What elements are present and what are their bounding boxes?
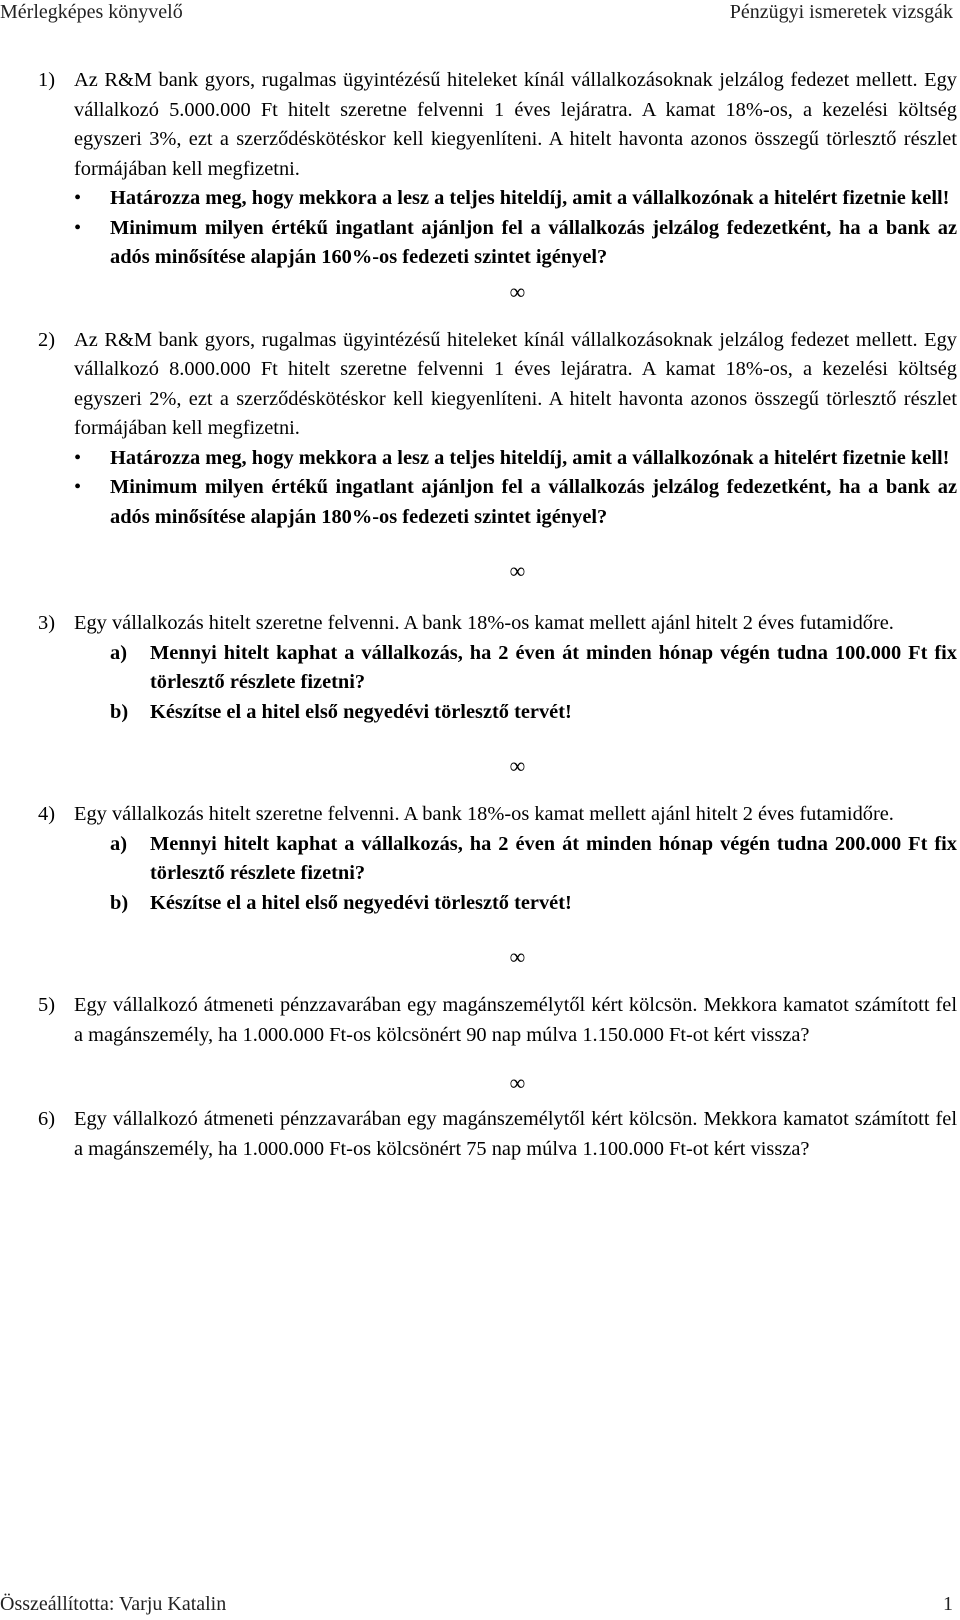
separator-icon: ∞ [509,753,526,778]
question-text: Egy vállalkozó átmeneti pénzzavarában egy magánszemélytől kért kölcsön. Mekkora kamatot számított fel a magánszemély, ha 1.000.000 Ft-os kölcsönért 75 nap múlva 1.100.000 Ft-ot kért vissza? [74,1108,957,1160]
question-2 [38,326,957,533]
question-text: Egy vállalkozás hitelt szeretne felvenni. A bank 18%-os kamat mellett ajánl hitelt 2 éves futamidőre. [74,612,894,634]
footer-author: Összeállította: Varju Katalin [0,1593,227,1615]
question-number: 1) [38,69,55,91]
bullet-text: Minimum milyen értékű ingatlant ajánljon fel a vállalkozás jelzálog fedezetként, ha a bank az adós minősítése alapján 160%-os fedezeti szintet igényel? [110,216,957,268]
sub-question-text: Mennyi hitelt kaphat a vállalkozás, ha 2 éven át minden hónap végén tudna 100.000 Ft fix törlesztő részlete fizetni? [150,641,957,693]
separator-icon: ∞ [509,944,526,969]
question-text: Az R&M bank gyors, rugalmas ügyintézésű hiteleket kínál vállalkozásoknak jelzálog fedezet mellett. Egy vállalkozó 5.000.000 Ft hitelt szeretne felvenni 1 éves lejáratra. A kamat 18%-os, a kezelési költség egyszeri 3%, ezt a szerződéskötéskor kell kiegyenlíteni. A hitelt havonta azonos összegű törlesztő részlet formájában kell megfizetni. [74,69,957,180]
question-number: 5) [38,994,55,1016]
separator-icon: ∞ [509,558,526,583]
question-text: Egy vállalkozás hitelt szeretne felvenni. A bank 18%-os kamat mellett ajánl hitelt 2 éves futamidőre. [74,803,894,825]
page-content [38,66,957,1164]
bullet-item [74,214,957,273]
question-3 [38,609,957,639]
page-footer [0,1592,960,1620]
separator-icon: ∞ [509,278,526,304]
bullet-text: Határozza meg, hogy mekkora a lesz a teljes hiteldíj, amit a vállalkozónak a hitelért fizetnie kell! [110,446,950,469]
bullet-item [74,473,957,532]
question-number: 4) [38,803,55,825]
bullet-icon: • [74,476,82,498]
question-number: 6) [38,1108,55,1130]
bullet-item [74,184,957,214]
sub-question-a [110,639,957,698]
sub-question-label: a) [110,832,127,855]
question-5 [38,991,957,1050]
sub-question-b [110,889,957,919]
question-text: Az R&M bank gyors, rugalmas ügyintézésű hiteleket kínál vállalkozásoknak jelzálog fedezet mellett. Egy vállalkozó 8.000.000 Ft hitelt szeretne felvenni 1 éves lejáratra. A kamat 18%-os, a kezelési költség egyszeri 2%, ezt a szerződéskötéskor kell kiegyenlíteni. A hitelt havonta azonos összegű törlesztő részlet formájában kell megfizetni. [74,328,957,439]
bullet-icon: • [74,187,82,209]
header-left-title: Mérlegképes könyvelő [0,1,183,23]
page-number: 1 [943,1593,953,1615]
page-header [0,0,960,28]
header-right-title: Pénzügyi ismeretek vizsgák [729,1,953,23]
separator-icon: ∞ [509,1070,526,1095]
question-6 [38,1105,957,1164]
sub-question-label: b) [110,891,129,914]
question-4 [38,800,957,830]
question-1 [38,66,957,273]
question-number: 3) [38,612,55,634]
question-number: 2) [38,328,55,351]
sub-question-text: Készítse el a hitel első negyedévi törlesztő tervét! [150,891,572,914]
bullet-icon: • [74,446,82,469]
question-text: Egy vállalkozó átmeneti pénzzavarában egy magánszemélytől kért kölcsön. Mekkora kamatot számított fel a magánszemély, ha 1.000.000 Ft-os kölcsönért 90 nap múlva 1.150.000 Ft-ot kért vissza? [74,994,957,1046]
sub-question-b [110,698,957,728]
bullet-text: Határozza meg, hogy mekkora a lesz a teljes hiteldíj, amit a vállalkozónak a hitelért fizetnie kell! [110,187,950,209]
sub-question-a [110,830,957,889]
sub-question-text: Készítse el a hitel első negyedévi törlesztő tervét! [150,700,572,723]
sub-question-label: a) [110,641,127,664]
bullet-icon: • [74,216,82,239]
bullet-item [74,444,957,474]
sub-question-label: b) [110,700,129,723]
sub-question-text: Mennyi hitelt kaphat a vállalkozás, ha 2 éven át minden hónap végén tudna 200.000 Ft fix törlesztő részlete fizetni? [150,832,957,884]
bullet-text: Minimum milyen értékű ingatlant ajánljon fel a vállalkozás jelzálog fedezetként, ha a bank az adós minősítése alapján 180%-os fedezeti szintet igényel? [110,476,957,528]
